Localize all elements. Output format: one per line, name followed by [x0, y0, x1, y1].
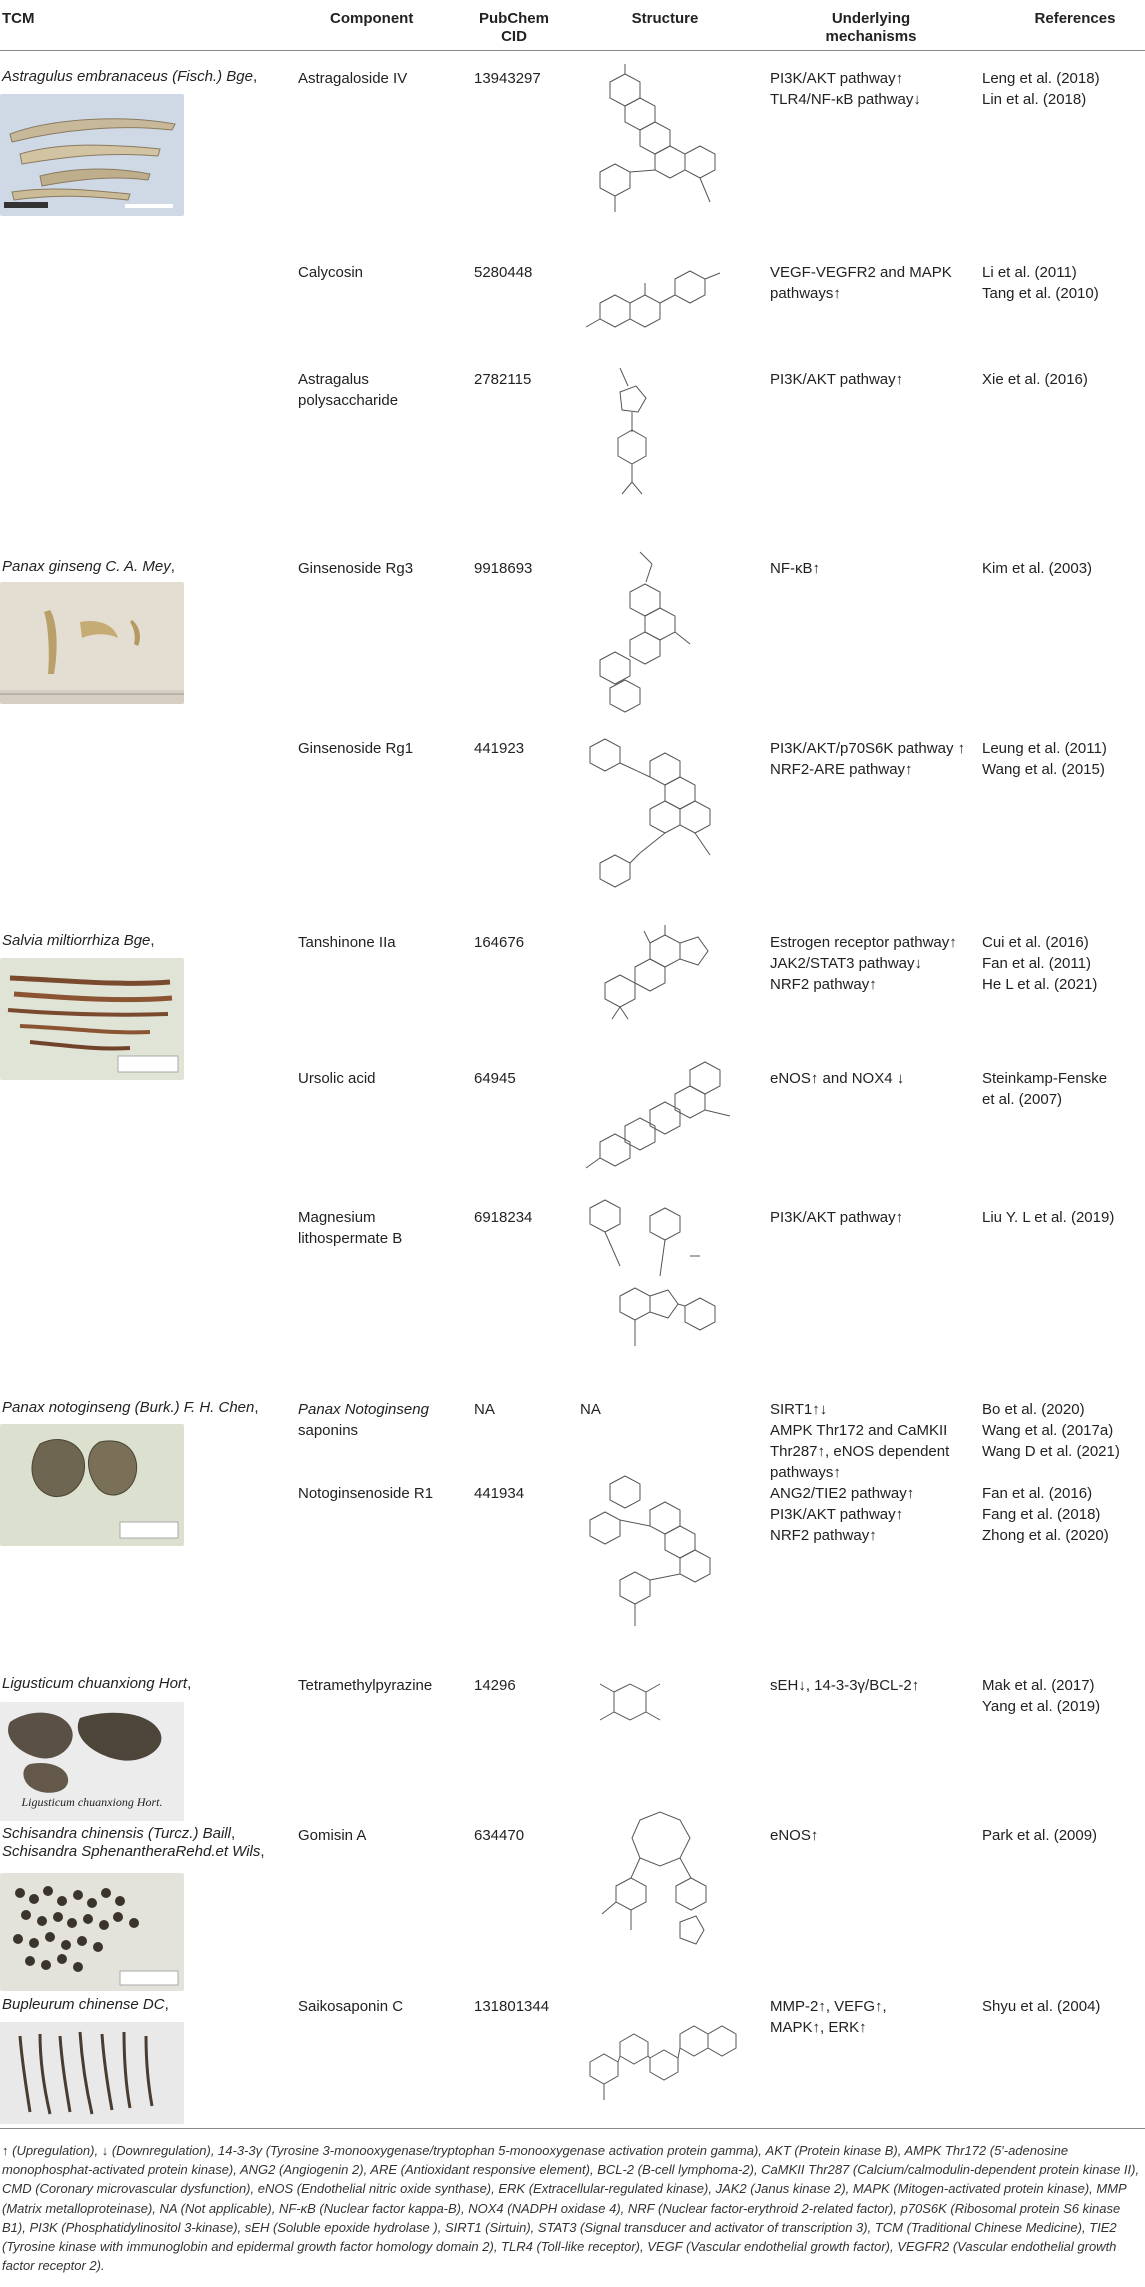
astragaloside-iv-structure: [580, 62, 730, 224]
table-bottom-rule: [0, 2128, 1145, 2129]
mechanism-line: PI3K/AKT pathway↑: [770, 1506, 904, 1523]
reference-line: Mak et al. (2017): [982, 1677, 1095, 1694]
mechanism-line: pathways↑: [770, 1464, 841, 1481]
pubchem-cid: 13943297: [474, 70, 541, 87]
astragalus-herb-image: [0, 94, 184, 216]
mechanism-cell: [770, 369, 980, 390]
pubchem-cid: 634470: [474, 1827, 525, 1844]
mechanism-line: eNOS↑ and NOX4 ↓: [770, 1070, 905, 1087]
tcm-name-comma: ,: [252, 68, 258, 85]
pubchem-cid: 2782115: [474, 371, 532, 388]
mechanism-cell: [770, 1675, 980, 1696]
tcm-name-comma: ,: [164, 1996, 169, 2013]
reference-cell: [982, 369, 1142, 390]
header-references: References: [1034, 10, 1116, 27]
header-mech-line2: mechanisms: [825, 28, 917, 45]
tcm-name-comma: ,: [150, 932, 155, 949]
component-text: Ginsenoside Rg3: [298, 560, 414, 577]
tcm-ligusticum: [2, 1675, 292, 1693]
component-cell: [298, 1399, 458, 1441]
component-cell: [298, 1996, 458, 2017]
table-header: [0, 0, 1145, 51]
mechanism-line: MMP-2↑, VEFG↑,: [770, 1998, 887, 2015]
mechanism-cell: [770, 1483, 980, 1546]
component-cell: [298, 558, 458, 579]
component-text-italic: Panax Notoginseng: [298, 1401, 429, 1418]
component-cell: [298, 68, 458, 89]
mechanism-cell: [770, 262, 980, 304]
reference-line: Li et al. (2011): [982, 264, 1077, 281]
header-pubchem-cid: [466, 10, 562, 46]
reference-cell: [982, 1483, 1142, 1546]
pubchem-cid: 441923: [474, 740, 525, 757]
notoginsenoside-r1-structure: [580, 1470, 730, 1632]
mechanism-line: NF-κB↑: [770, 560, 820, 577]
tcm-name: Panax ginseng C. A. Mey: [2, 558, 171, 575]
component-cell: [298, 262, 458, 283]
tcm-panax-ginseng: [2, 558, 292, 576]
component-cell: [298, 738, 458, 759]
reference-line: Fan et al. (2016): [982, 1485, 1093, 1502]
reference-cell: [982, 68, 1142, 110]
component-text: Gomisin A: [298, 1827, 367, 1844]
mechanism-line: ANG2/TIE2 pathway↑: [770, 1485, 915, 1502]
mechanism-line: VEGF-VEGFR2 and MAPK: [770, 264, 952, 281]
ginsenoside-rg3-structure: [580, 548, 710, 714]
tcm-name: Astragulus embranaceus (Fisch.) Bge: [2, 68, 253, 85]
component-cell: [298, 1825, 458, 1846]
tcm-name-comma: ,: [187, 1675, 192, 1692]
tcm-panax-notoginseng: [2, 1399, 292, 1417]
pubchem-cid: 441934: [474, 1485, 525, 1502]
component-text: Astragalus: [298, 371, 369, 388]
pubchem-cid: 6918234: [474, 1209, 533, 1226]
mechanism-line: PI3K/AKT/p70S6K pathway ↑: [770, 740, 966, 757]
component-text: Saikosaponin C: [298, 1998, 404, 2015]
tcm-salvia: [2, 932, 292, 950]
tcm-name: Salvia miltiorrhiza Bge: [2, 932, 151, 949]
mechanism-cell: [770, 932, 980, 995]
mechanism-cell: [770, 1207, 980, 1228]
reference-line: He L et al. (2021): [982, 976, 1098, 993]
component-text: Ginsenoside Rg1: [298, 740, 414, 757]
tcm-name: Schisandra chinensis (Turcz.) Baill: [2, 1825, 231, 1842]
reference-line: Wang et al. (2015): [982, 761, 1105, 778]
component-cell: [298, 1207, 458, 1249]
mechanism-cell: [770, 68, 980, 110]
reference-cell: [982, 558, 1142, 579]
pubchem-cid: 164676: [474, 934, 525, 951]
reference-line: Yang et al. (2019): [982, 1698, 1101, 1715]
header-structure: Structure: [631, 10, 699, 27]
reference-line: Park et al. (2009): [982, 1827, 1098, 1844]
reference-cell: [982, 1675, 1142, 1717]
mechanism-line: PI3K/AKT pathway↑: [770, 371, 904, 388]
pubchem-cid: 14296: [474, 1677, 516, 1694]
component-cell: [298, 1483, 458, 1504]
reference-line: et al. (2007): [982, 1091, 1063, 1108]
reference-line: Fan et al. (2011): [982, 955, 1091, 972]
reference-line: Wang D et al. (2021): [982, 1443, 1120, 1460]
reference-line: Liu Y. L et al. (2019): [982, 1209, 1115, 1226]
mechanism-line: sEH↓, 14-3-3γ/BCL-2↑: [770, 1677, 920, 1694]
pubchem-cid: NA: [474, 1401, 495, 1418]
mechanism-line: PI3K/AKT pathway↑: [770, 1209, 904, 1226]
reference-line: Tang et al. (2010): [982, 285, 1099, 302]
mechanism-line: AMPK Thr172 and CaMKII: [770, 1422, 948, 1439]
component-text: Calycosin: [298, 264, 364, 281]
component-text: Ursolic acid: [298, 1070, 376, 1087]
mechanism-line: pathways↑: [770, 285, 841, 302]
reference-cell: [982, 1996, 1142, 2017]
tcm-bupleurum: [2, 1996, 292, 2014]
mechanism-line: Thr287↑, eNOS dependent: [770, 1443, 950, 1460]
pubchem-cid: 5280448: [474, 264, 533, 281]
header-component: Component: [330, 10, 414, 27]
tcm-name-comma: ,: [170, 558, 175, 575]
magnesium-lithospermate-b-structure: [580, 1196, 730, 1382]
tcm-name-comma: ,: [260, 1843, 265, 1860]
reference-cell: [982, 1068, 1142, 1110]
tetramethylpyrazine-structure: [580, 1672, 680, 1736]
reference-cell: [982, 1825, 1142, 1846]
header-tcm: TCM: [2, 10, 35, 27]
ligusticum-herb-label: Ligusticum chuanxiong Hort.: [21, 1795, 163, 1809]
component-cell: [298, 1068, 458, 1089]
reference-line: Lin et al. (2018): [982, 91, 1087, 108]
component-cell: [298, 932, 458, 953]
component-cell: [298, 369, 458, 411]
panax-ginseng-herb-image: [0, 582, 184, 704]
salvia-herb-image: [0, 958, 184, 1080]
schisandra-herb-image: [0, 1873, 184, 1991]
reference-line: Zhong et al. (2020): [982, 1527, 1109, 1544]
reference-cell: [982, 1207, 1142, 1228]
tcm-name: Ligusticum chuanxiong Hort: [2, 1675, 188, 1692]
component-text: polysaccharide: [298, 392, 399, 409]
mechanism-line: PI3K/AKT pathway↑: [770, 70, 904, 87]
reference-line: Kim et al. (2003): [982, 560, 1093, 577]
mechanism-line: eNOS↑: [770, 1827, 819, 1844]
ursolic-acid-structure: [580, 1058, 750, 1194]
reference-line: Bo et al. (2020): [982, 1401, 1085, 1418]
component-text: Notoginsenoside R1: [298, 1485, 434, 1502]
gomisin-a-structure: [580, 1806, 730, 1972]
tcm-astragalus: [2, 68, 292, 86]
mechanism-line: TLR4/NF-κB pathway↓: [770, 91, 921, 108]
ligusticum-herb-image: [0, 1702, 184, 1821]
reference-cell: [982, 262, 1142, 304]
saikosaponin-c-structure: [580, 2012, 750, 2106]
astragalus-polysaccharide-structure: [580, 362, 690, 512]
mechanism-cell: [770, 1399, 980, 1483]
bupleurum-herb-image: [0, 2022, 184, 2124]
header-mech-line1: Underlying: [831, 10, 911, 27]
tcm-schisandra: [2, 1825, 292, 1861]
abbreviations-footnote: ↑ (Upregulation), ↓ (Downregulation), 14-3-3γ (Tyrosine 3-monooxygenase/tryptophan 5-monooxygenase activation protein gamma), AKT (Protein kinase B), AMPK Thr172 (5′-adenosine monophosphat-activated protein kinase), ANG2 (Angiogenin 2), ARE (Antioxidant responsive element), BCL-2 (B-cell lymphoma-2), CaMKII Thr287 (Calcium/calmodulin-dependent protein kinase II), CMD (Coronary microvascular dysfunction), eNOS (Endothelial nitric oxide synthase), ERK (Extracellular-regulated kinase), JAK2 (Janus kinase 2), MAPK (Mitogen-activated protein kinase), MMP (Matrix metalloproteinase), NA (Not applicable), NF-κB (Nuclear factor kappa-B), NOX4 (NADPH oxidase 4), NRF (Nuclear factor-erythroid 2-related factor), p70S6K (Ribosomal protein S6 kinase B1), PI3K (Phosphatidylinositol 3-kinase), sEH (Soluble epoxide hydrolase ), SIRT1 (Sirtuin), STAT3 (Signal transducer and activator of transcription 3), TCM (Traditional Chinese Medicine), TIE2 (Tyrosine kinase with immunoglobin and epidermal growth factor homology domain 2), TLR4 (Toll-like receptor), VEGF (Vascular endothelial growth factor), VEGFR2 (Vascular endothelial growth factor receptor 2).: [2, 2143, 1140, 2274]
pubchem-cid: 64945: [474, 1070, 516, 1087]
calycosin-structure: [580, 263, 740, 341]
component-text: Tanshinone IIa: [298, 934, 396, 951]
mechanism-cell: [770, 1068, 980, 1089]
reference-line: Fang et al. (2018): [982, 1506, 1101, 1523]
reference-line: Xie et al. (2016): [982, 371, 1088, 388]
header-cid-line1: PubChem: [478, 10, 549, 27]
reference-line: Leung et al. (2011): [982, 740, 1107, 757]
mechanism-cell: [770, 1825, 980, 1846]
reference-line: Shyu et al. (2004): [982, 1998, 1101, 2015]
mechanism-line: NRF2-ARE pathway↑: [770, 761, 913, 778]
header-cid-line2: CID: [501, 28, 527, 45]
tcm-name-comma: ,: [254, 1399, 259, 1416]
tcm-name: Panax notoginseng (Burk.) F. H. Chen: [2, 1399, 255, 1416]
tcm-name-comma: ,: [230, 1825, 236, 1842]
reference-line: Cui et al. (2016): [982, 934, 1089, 951]
component-text: Tetramethylpyrazine: [298, 1677, 433, 1694]
mechanism-cell: [770, 1996, 980, 2038]
component-cell: [298, 1675, 458, 1696]
mechanism-line: JAK2/STAT3 pathway↓: [770, 955, 923, 972]
mechanism-cell: [770, 738, 980, 780]
panax-notoginseng-herb-image: [0, 1424, 184, 1546]
mechanism-line: MAPK↑, ERK↑: [770, 2019, 867, 2036]
reference-line: Leng et al. (2018): [982, 70, 1100, 87]
reference-line: Wang et al. (2017a): [982, 1422, 1114, 1439]
reference-cell: [982, 932, 1142, 995]
ginsenoside-rg1-structure: [580, 735, 730, 901]
tanshinone-iia-structure: [580, 923, 730, 1045]
pubchem-cid: 9918693: [474, 560, 533, 577]
tcm-name: Bupleurum chinense DC: [2, 1996, 165, 2013]
pubchem-cid: 131801344: [474, 1998, 550, 2015]
reference-cell: [982, 738, 1142, 780]
component-text: saponins: [298, 1422, 359, 1439]
structure-na: NA: [580, 1401, 601, 1418]
component-text: Astragaloside IV: [298, 70, 408, 87]
mechanism-line: Estrogen receptor pathway↑: [770, 934, 957, 951]
mechanism-line: NRF2 pathway↑: [770, 976, 877, 993]
tcm-name: Schisandra SphenantheraRehd.et Wils: [2, 1843, 261, 1860]
mechanism-line: SIRT1↑↓: [770, 1401, 828, 1418]
component-text: Magnesium: [298, 1209, 376, 1226]
reference-line: Steinkamp-Fenske: [982, 1070, 1108, 1087]
header-mechanisms: [770, 10, 972, 46]
mechanism-line: NRF2 pathway↑: [770, 1527, 877, 1544]
component-text: lithospermate B: [298, 1230, 403, 1247]
mechanism-cell: [770, 558, 980, 579]
reference-cell: [982, 1399, 1142, 1462]
